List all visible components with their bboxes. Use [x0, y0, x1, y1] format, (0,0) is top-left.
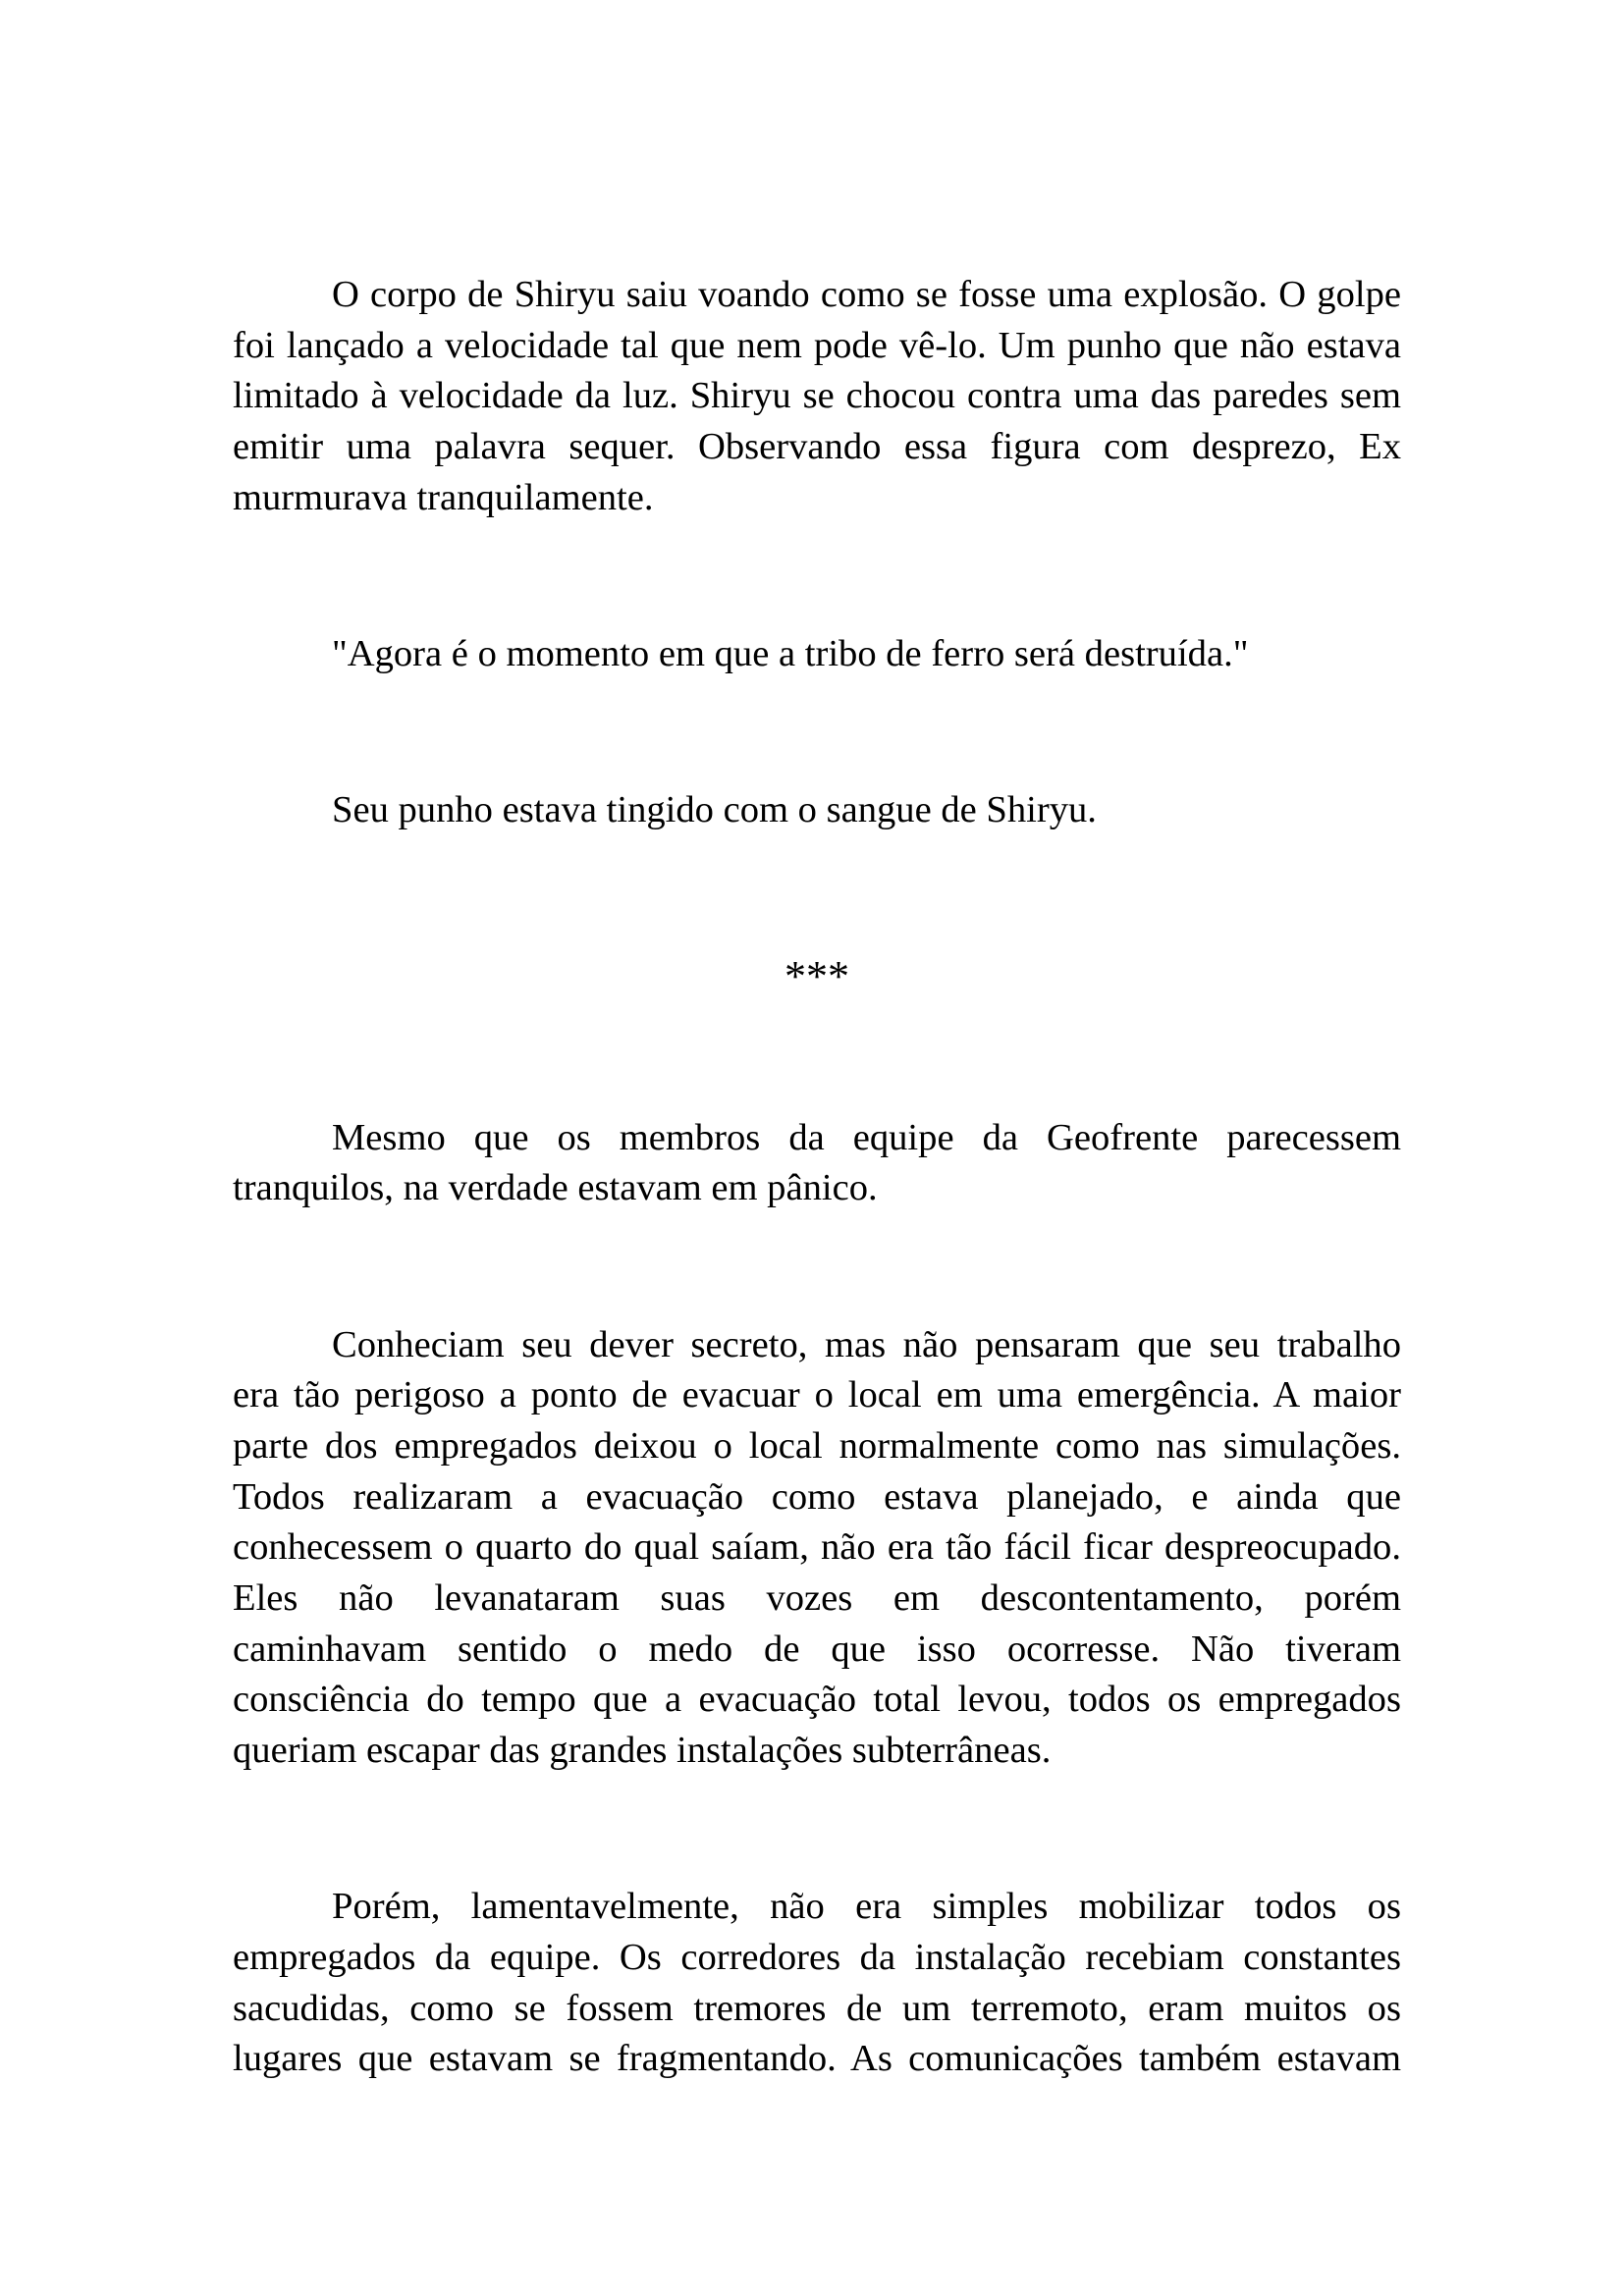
text-line: lugares que estavam se fragmentando. As comunicações também estavam: [233, 2038, 1401, 2080]
body-text: [233, 270, 1401, 2085]
text-line: emitir uma palavra sequer. Observando essa figura com desprezo, Ex: [233, 426, 1401, 468]
text-line: caminhavam sentido o medo de que isso ocorresse. Não tiveram: [233, 1628, 1401, 1670]
text-line: Seu punho estava tingido com o sangue de Shiryu.: [332, 789, 1097, 831]
paragraph: [233, 1882, 1401, 2085]
scene-break-asterisks: ***: [784, 951, 849, 1000]
text-line: consciência do tempo que a evacuação total levou, todos os empregados: [233, 1679, 1401, 1721]
text-line: parte dos empregados deixou o local normalmente como nas simulações.: [233, 1424, 1401, 1467]
text-line: foi lançado a velocidade tal que nem pode vê-lo. Um punho que não estava: [233, 324, 1401, 366]
text-line: murmurava tranquilamente.: [233, 476, 654, 518]
dialogue-paragraph: [233, 629, 1401, 680]
text-line: Conheciam seu dever secreto, mas não pensaram que seu trabalho: [332, 1323, 1401, 1365]
text-line: era tão perigoso a ponto de evacuar o local em uma emergência. A maior: [233, 1374, 1401, 1416]
text-line: Todos realizaram a evacuação como estava planejado, e ainda que: [233, 1475, 1401, 1518]
text-line: "Agora é o momento em que a tribo de ferro será destruída.": [332, 633, 1249, 675]
paragraph: [233, 270, 1401, 524]
text-line: tranquilos, na verdade estavam em pânico.: [233, 1167, 878, 1209]
text-line: O corpo de Shiryu saiu voando como se fosse uma explosão. O golpe: [332, 274, 1401, 315]
text-line: limitado à velocidade da luz. Shiryu se chocou contra uma das paredes sem: [233, 375, 1401, 417]
text-line: Porém, lamentavelmente, não era simples mobilizar todos os: [332, 1886, 1401, 1928]
text-line: Mesmo que os membros da equipe da Geofrente parecessem: [332, 1116, 1401, 1158]
text-line: conhecessem o quarto do qual saíam, não era tão fácil ficar despreocupado.: [233, 1526, 1401, 1569]
text-line: empregados da equipe. Os corredores da instalação recebiam constantes: [233, 1937, 1401, 1979]
text-line: sacudidas, como se fossem tremores de um terremoto, eram muitos os: [233, 1987, 1401, 2029]
paragraph: [233, 785, 1401, 836]
paragraph: [233, 1113, 1401, 1214]
paragraph: [233, 1320, 1401, 1777]
text-line: queriam escapar das grandes instalações subterrâneas.: [233, 1730, 1052, 1772]
text-line: Eles não levanataram suas vozes em descontentamento, porém: [233, 1577, 1401, 1620]
scene-break: [233, 951, 1401, 1002]
